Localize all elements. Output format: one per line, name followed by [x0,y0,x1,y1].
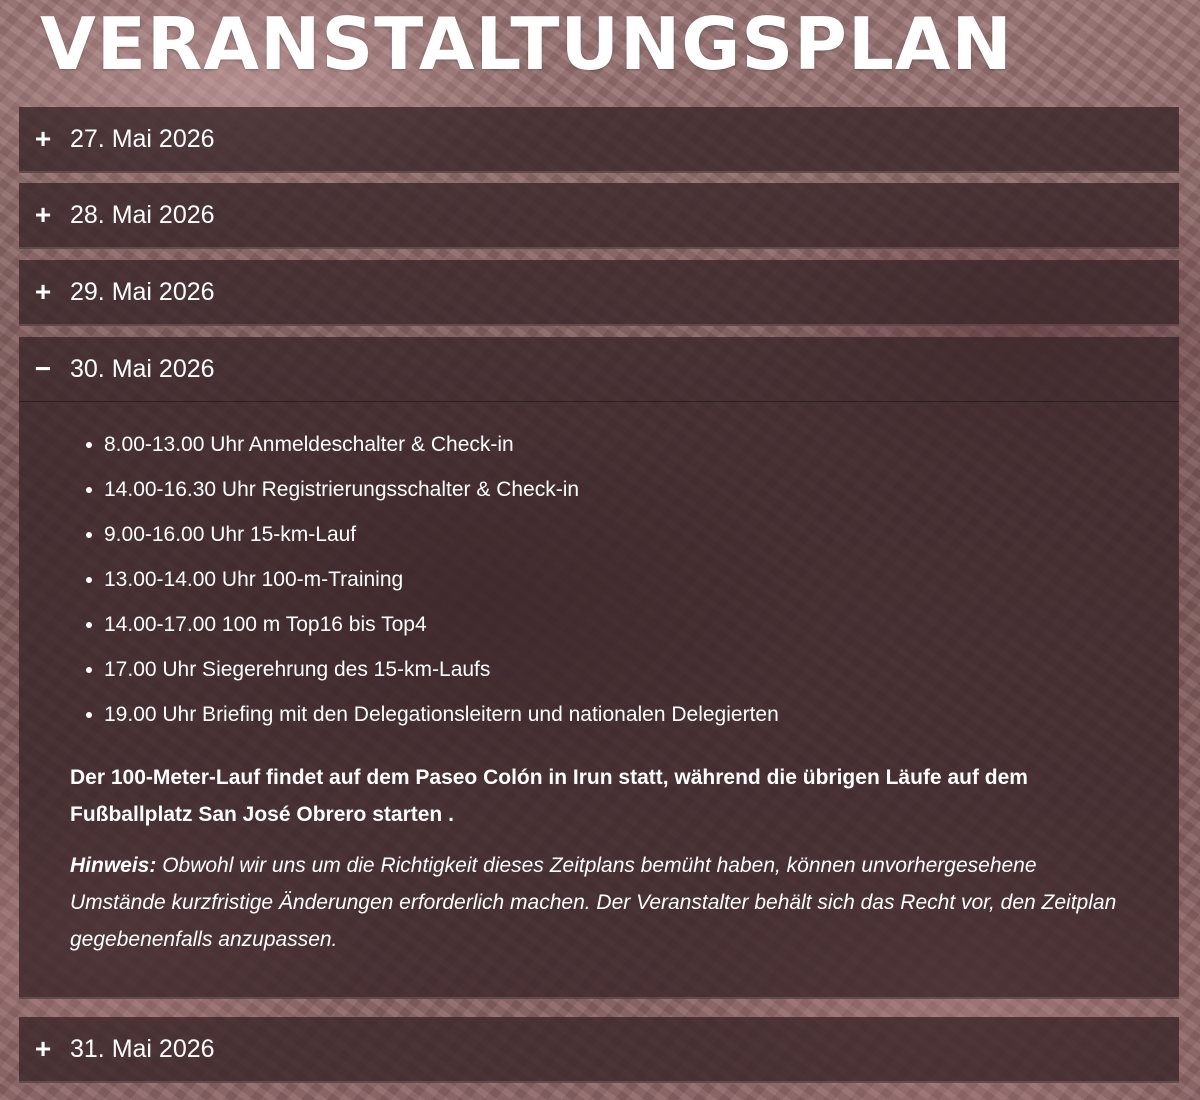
schedule-item: 13.00-14.00 Uhr 100-m-Training [84,557,1129,602]
minus-icon: − [34,353,52,384]
accordion-header-30-may[interactable] [19,337,1179,401]
plus-icon: + [34,1033,52,1064]
accordion-item-30-may [19,337,1179,999]
accordion-header-29-may[interactable] [19,260,1179,324]
schedule-accordion-item-wrapper [19,183,1179,249]
accordion-label: 31. Mai 2026 [70,1034,215,1063]
schedule-accordion-item-wrapper [19,337,1179,999]
accordion-header-28-may[interactable] [19,183,1179,247]
schedule-item: 17.00 Uhr Siegerehrung des 15-km-Laufs [84,647,1129,692]
accordion-item-27-may [19,107,1179,173]
schedule-list [70,422,1129,737]
accordion-label: 30. Mai 2026 [70,354,215,383]
schedule-item: 14.00-16.30 Uhr Registrierungsschalter & Check-in [84,467,1129,512]
schedule-item: 9.00-16.00 Uhr 15-km-Lauf [84,512,1129,557]
plus-icon: + [34,123,52,154]
plus-icon: + [34,199,52,230]
schedule-accordion-item-wrapper [19,260,1179,326]
schedule-item: 19.00 Uhr Briefing mit den Delegationsleitern und nationalen Delegierten [84,692,1129,737]
accordion-label: 29. Mai 2026 [70,277,215,306]
schedule-item: 8.00-13.00 Uhr Anmeldeschalter & Check-in [84,422,1129,467]
note-text: Obwohl wir uns um die Richtigkeit dieses Zeitplans bemüht haben, können unvorhergesehene Umstände kurzfristige Änderungen erforderlich machen. Der Veranstalter behält sich das Recht vor, den Zeitplan gegebenenfalls anzupassen. [70,854,1117,951]
schedule-item: 14.00-17.00 100 m Top16 bis Top4 [84,602,1129,647]
accordion-label: 27. Mai 2026 [70,124,215,153]
page-title: VERANSTALTUNGSPLAN [40,2,1013,86]
plus-icon: + [34,276,52,307]
schedule-accordion-item-wrapper [19,1017,1179,1083]
note-label: Hinweis: [70,854,157,877]
venue-info: Der 100-Meter-Lauf findet auf dem Paseo Colón in Irun statt, während die übrigen Läufe auf dem Fußballplatz San José Obrero starten . [70,766,1028,826]
accordion-header-27-may[interactable] [19,107,1179,171]
accordion-header-31-may[interactable] [19,1017,1179,1081]
schedule-note [70,847,1129,958]
schedule-accordion [19,107,1179,173]
accordion-item-31-may [19,1017,1179,1083]
accordion-item-28-may [19,183,1179,249]
accordion-item-29-may [19,260,1179,326]
accordion-label: 28. Mai 2026 [70,200,215,229]
accordion-panel-30-may [19,401,1179,982]
